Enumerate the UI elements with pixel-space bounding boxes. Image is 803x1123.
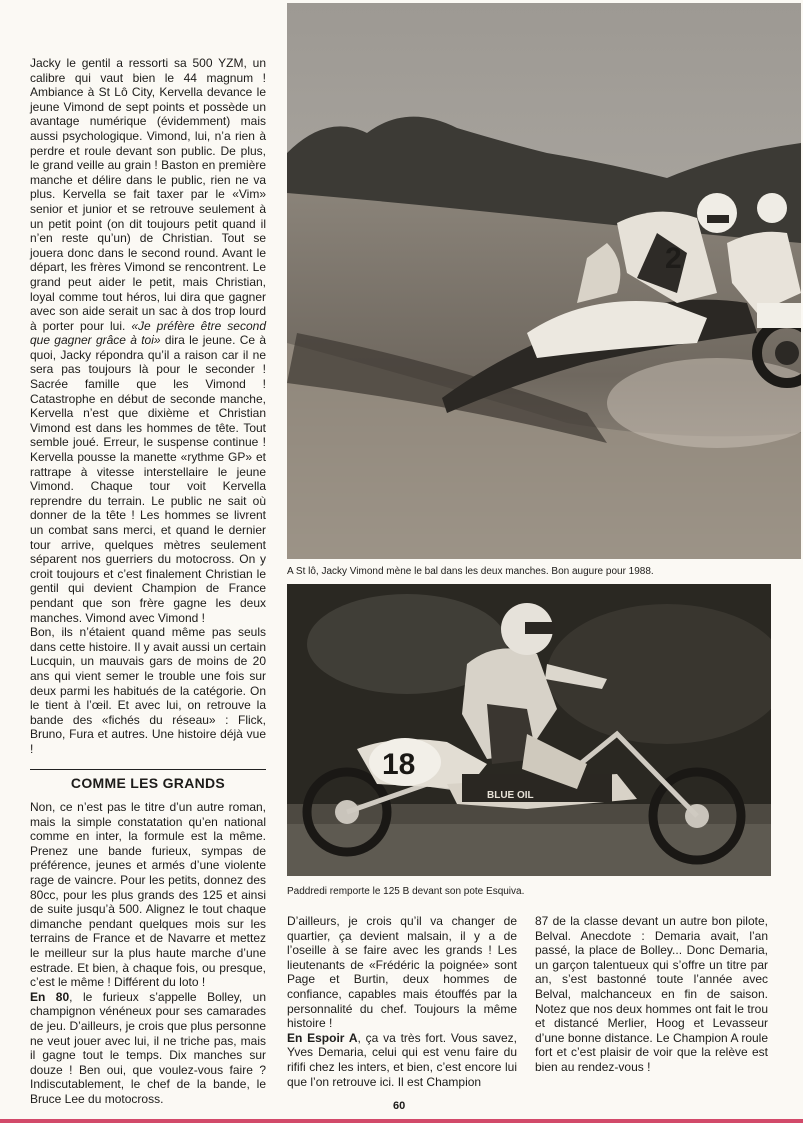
rider-number-top: 2	[665, 242, 682, 275]
text-run: , ça va très fort. Vous savez, Yves Demaria, celui qui est venu faire du rififi chez les inters, et bien, c’est encore lui que l’on retrouve ici. Il est Champion	[287, 1030, 517, 1089]
bottom-photo	[287, 584, 771, 876]
bottom-photo-caption: Paddredi remporte le 125 B devant son pote Esquiva.	[287, 886, 525, 897]
article-paragraph	[30, 990, 266, 1107]
motocross-rider-photo	[287, 584, 771, 876]
article-paragraph	[30, 625, 266, 756]
bike-brand-decal: BLUE OIL	[487, 790, 534, 801]
right-article-column	[535, 914, 768, 1075]
text-run: Jacky le gentil a ressorti sa 500 YZM, un calibre qui vaut bien le 44 magnum ! Ambiance à St Lô City, Kervella devance le jeune Vimond de sept points et possède un avantage numérique (évidemment) mais aussi psychologique. Vimond, lui, n’a rien à perdre et roule devant son public. De plus, le grand veille au grain ! Baston en première manche et délire dans le public, rien ne va plus. Kervella se fait taxer par le «Vim» senior et junior et se retrouve seulement à un petit point (on dit toujours petit quand il n’en reste qu’un) de Christian. Tout se jouera donc dans le second round. Avant le départ, les frères Vimond se rencontrent. Le grand peut aider le petit, mais Christian, loyal comme tout héros, lui dira que gagner avec son aide serait un sac à dos trop lourd à porter pour lui.	[30, 56, 266, 333]
middle-article-column	[287, 914, 517, 1089]
text-run: 87 de la classe devant un autre bon pilote, Belval. Anecdote : Demaria avait, l’an passé, la place de Bolley... Donc Demaria, un garçon talentueux qui s’offre un titre par an, s’est bastonné toute l’année avec Belval, malchanceux en fin de saison. Notez que nos deux hommes ont fait le trou et distancé Merlier, Hoog et Levasseur d’une bonne distance. Le Champion A roule fort et c’est plaisir de voir que la relève est bien au rendez-vous !	[535, 914, 768, 1074]
text-run: , le furieux s’appelle Bolley, un champignon vénéneux pour ses camarades de jeu. D’ailleurs, je crois que plus personne ne veut jouer avec lui, il ne triche pas, mais il gagne tout le temps. Dix manches sur douze ! Ben oui, que voulez-vous faire ? Indiscutablement, le chef de la bande, le Bruce Lee du motocross.	[30, 989, 267, 1106]
left-article-column	[30, 56, 266, 1107]
article-paragraph	[535, 914, 768, 1075]
article-paragraph	[287, 914, 517, 1031]
section-title: COMME LES GRANDS	[70, 774, 226, 791]
rider-number-bottom: 18	[382, 748, 416, 781]
section-paragraphs	[30, 800, 266, 1106]
italic-quote: «Je préfère être second que gagner grâce à toi»	[30, 318, 266, 348]
article-paragraph	[30, 56, 266, 625]
right-paragraphs	[535, 914, 768, 1075]
middle-paragraphs	[287, 914, 517, 1089]
motocross-race-photo	[287, 3, 801, 559]
bold-lead: En Espoir A	[287, 1030, 358, 1045]
top-photo	[287, 3, 801, 559]
page-edge	[0, 1119, 803, 1123]
text-run: dira le jeune. Ce à quoi, Jacky répondra qu’il a raison car il ne sera pas toujours là pour le seconder ! Sacrée famille que les Vimond ! Catastrophe en début de seconde manche, Kervella n’est que dixième et Christian Vimond est dans les hommes de tête. Tout semble joué. Erreur, le suspense continue ! Kervella pousse la manette «rythme GP» et rattrape à vitesse interstellaire le jeune Vimond. Chaque tour voit Kervella reprendre du terrain. Le public ne sait où donner de la tête ! Les hommes se livrent un combat sans merci, et quand le dernier tour arrive, quelques mètres seulement séparent nos guerriers du motocross. On y croit toujours et c’est finalement Christian le gentil qui devient Champion de France pendant que son frère gagne les deux manches. Vimond avec Vimond !	[30, 333, 266, 625]
text-run: Bon, ils n’étaient quand même pas seuls dans cette histoire. Il y avait aussi un certain Lucquin, un mauvais gars de moins de 20 ans qui vient semer le trouble une fois sur deux parmi les habitués de la catégorie. On le tient à l’œil. Et avec lui, on retrouve la bande des «fichés du réseau» : Flick, Bruno, Fura et autres. Une histoire déjà vue !	[30, 625, 266, 756]
article-paragraph	[287, 1031, 517, 1089]
section-rule	[30, 769, 266, 770]
left-paragraphs	[30, 56, 266, 757]
article-paragraph	[30, 800, 266, 990]
text-run: Non, ce n’est pas le titre d’un autre roman, mais la simple constatation qu’en national comme en inter, la formule est la même. Prenez une bande furieux, sympas de préférence, jeunes et armés d’une violente rage de vaincre. Pour les petits, donnez des 80cc, pour les plus grands des 125 et ainsi de suite jusqu’à 500. Alignez le tout chaque dimanche pendant quelques mois sur les terrains de France et de Navarre et mettez le meilleur sur la plus haute marche d’une estrade. Et bien, à chaque fois, ou presque, c’est le même ! Différent du loto !	[30, 800, 266, 990]
page-number: 60	[393, 1100, 406, 1112]
top-photo-caption: A St lô, Jacky Vimond mène le bal dans les deux manches. Bon augure pour 1988.	[287, 566, 654, 577]
text-run: D’ailleurs, je crois qu’il va changer de quartier, ça devient malsain, il y a de l’oseille à se faire avec les grands ! Les lieutenants de «Frédéric la poignée» sont Page et Burtin, deux hommes de confiance, capables mais étouffés par la personnalité du chef. Toujours la même histoire !	[287, 914, 517, 1031]
bold-lead: En 80	[30, 989, 70, 1004]
